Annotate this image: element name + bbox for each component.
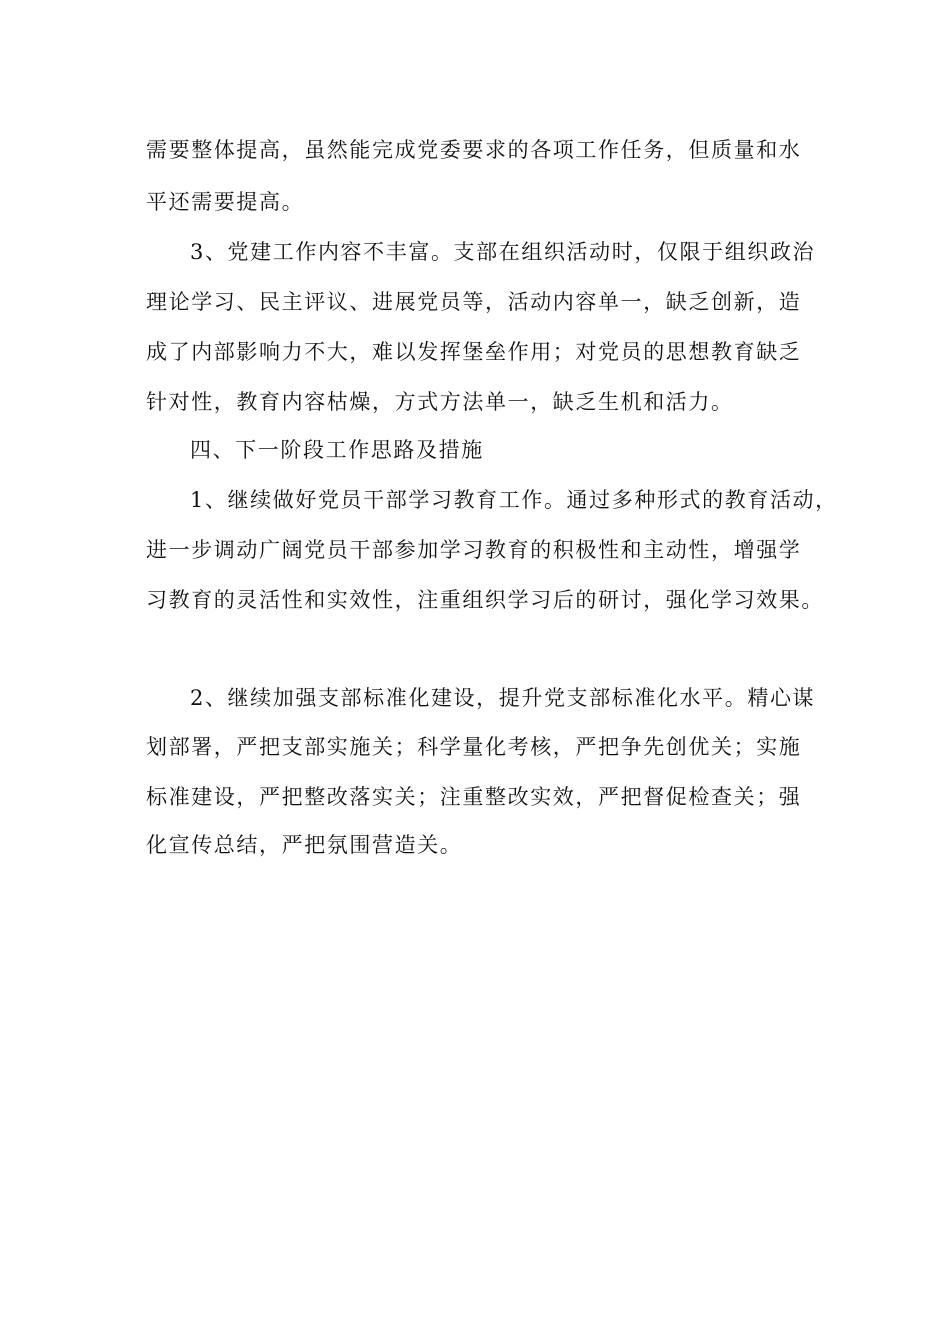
body-text-line: 平还需要提高。 — [146, 190, 305, 214]
body-text-line: 针对性，教育内容枯燥，方式方法单一，缺乏生机和活力。 — [146, 390, 734, 414]
body-text-line: 1、继续做好党员干部学习教育工作。通过多种形式的教育活动， — [190, 488, 838, 512]
body-text-line: 划部署，严把支部实施关；科学量化考核，严把争先创优关；实施 — [146, 735, 802, 759]
body-text-line: 理论学习、民主评议、进展党员等，活动内容单一，缺乏创新，造 — [146, 290, 802, 314]
body-text-line: 标准建设，严把整改落实关；注重整改实效，严把督促检查关；强 — [146, 785, 802, 809]
section-heading: 四、下一阶段工作思路及措施 — [190, 438, 484, 462]
body-text-line: 成了内部影响力不大，难以发挥堡垒作用；对党员的思想教育缺乏 — [146, 340, 802, 364]
body-text-line: 3、党建工作内容不丰富。支部在组织活动时，仅限于组织政治 — [190, 240, 816, 264]
body-text-line: 进一步调动广阔党员干部参加学习教育的积极性和主动性，增强学 — [146, 538, 802, 562]
body-text-line: 习教育的灵活性和实效性，注重组织学习后的研讨，强化学习效果。 — [146, 588, 824, 612]
body-text-line: 化宣传总结，严把氛围营造关。 — [146, 833, 463, 857]
body-text-line: 2、继续加强支部标准化建设，提升党支部标准化水平。精心谋 — [190, 686, 816, 710]
body-text-line: 需要整体提高，虽然能完成党委要求的各项工作任务，但质量和水 — [146, 138, 802, 162]
